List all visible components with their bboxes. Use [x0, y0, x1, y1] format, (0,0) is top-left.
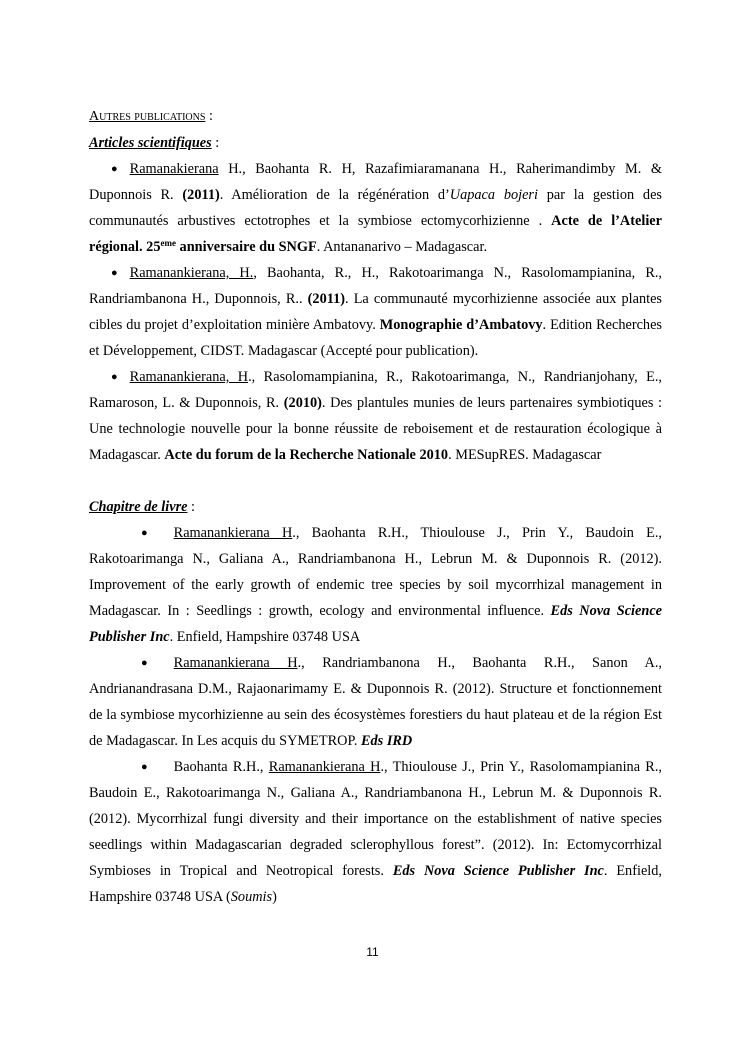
publisher: Eds IRD	[361, 733, 413, 749]
bullet-icon: ●	[141, 527, 148, 539]
submission-status: Soumis	[230, 889, 273, 905]
publication-venue: Monographie d’Ambatovy	[379, 317, 543, 333]
highlighted-author: Ramanankierana H	[268, 759, 381, 775]
article-entry-1: ● Ramanakierana H., Baohanta R. H, Razafimiaramanana H., Raherimandimby M. & Duponnois R. (2011). Amélioration de la régénération d’Uapaca bojeri par la gestion des communautés arbustives ectotrophes et la symbiose ectomycorhizienne . Acte de l’Atelier régional. 25eme anniversaire du SNGF. Antananarivo – Madagascar.	[89, 156, 662, 260]
publication-year: (2010)	[283, 395, 322, 411]
chapters-heading: Chapitre de livre :	[89, 499, 196, 515]
bullet-icon: ●	[141, 761, 148, 773]
articles-heading: Articles scientifiques :	[89, 135, 220, 151]
bullet-icon: ●	[141, 657, 148, 669]
highlighted-author: Ramanakierana	[129, 161, 219, 177]
publisher: Eds Nova Science Publisher Inc	[89, 603, 663, 645]
highlighted-author: Ramanankierana H	[173, 525, 293, 541]
bullet-icon: ●	[111, 267, 118, 279]
page-number: 11	[366, 945, 379, 959]
bullet-icon: ●	[111, 163, 118, 175]
species-name: Uapaca bojeri	[449, 187, 538, 203]
publication-year: (2011)	[182, 187, 220, 203]
highlighted-author: Ramanankierana, H.	[129, 265, 254, 281]
chapter-entry-3: ● Baohanta R.H., Ramanankierana H., Thioulouse J., Prin Y., Rasolomampianina R., Baudoin E., Rakotoarimanga N., Galiana A., Randriambanona H., Lebrun M. & Duponnois R. (2012). Mycorrhizal fungi diversity and their importance on the establishment of native species seedlings within Madagascarian degraded sclerophyllous forest”. (2012). In: Ectomycorrhizal Symbioses in Tropical and Neotropical forests. Eds Nova Science Publisher Inc. Enfield, Hampshire 03748 USA (Soumis)	[89, 754, 662, 910]
chapter-entry-2: ● Ramanankierana H., Randriambanona H., Baohanta R.H., Sanon A., Andrianandrasana D.M., Rajaonarimamy E. & Duponnois R. (2012). Structure et fonctionnement de la symbiose mycorhizienne au sein des écosystèmes forestiers du haut plateau et de la région Est de Madagascar. In Les acquis du SYMETROP. Eds IRD	[89, 650, 662, 754]
section-heading: Autres publications :	[89, 108, 213, 124]
spacer	[89, 468, 662, 494]
section-title: Autres publications	[89, 109, 206, 124]
highlighted-author: Ramanankierana H	[173, 655, 298, 671]
publication-venue: Acte du forum de la Recherche Nationale 2010	[164, 447, 449, 463]
chapter-entry-1: ● Ramanankierana H., Baohanta R.H., Thioulouse J., Prin Y., Baudoin E., Rakotoarimanga N., Galiana A., Randriambanona H., Lebrun M. & Duponnois R. (2012). Improvement of the early growth of endemic tree species by soil mycorrhizal management in Madagascar. In : Seedlings : growth, ecology and environmental influence. Eds Nova Science Publisher Inc. Enfield, Hampshire 03748 USA	[89, 520, 662, 650]
articles-heading-label: Articles scientifiques	[89, 135, 212, 151]
document-body	[89, 103, 662, 910]
publication-venue: Acte de l’Atelier régional. 25eme anniversaire du SNGF	[89, 213, 663, 255]
article-entry-2: ● Ramanankierana, H., Baohanta, R., H., Rakotoarimanga N., Rasolomampianina, R., Randriambanona H., Duponnois, R.. (2011). La communauté mycorhizienne associée aux plantes cibles du projet d’exploitation minière Ambatovy. Monographie d’Ambatovy. Edition Recherches et Développement, CIDST. Madagascar (Accepté pour publication).	[89, 260, 662, 364]
chapters-heading-label: Chapitre de livre	[89, 499, 188, 515]
publisher: Eds Nova Science Publisher Inc	[392, 863, 604, 879]
article-entry-3: ● Ramanankierana, H., Rasolomampianina, R., Rakotoarimanga, N., Randrianjohany, E., Ramaroson, L. & Duponnois, R. (2010). Des plantules munies de leurs partenaires symbiotiques : Une technologie nouvelle pour la bonne réussite de reboisement et de restauration écologique à Madagascar. Acte du forum de la Recherche Nationale 2010. MESupRES. Madagascar	[89, 364, 662, 468]
bullet-icon: ●	[111, 371, 118, 383]
publication-year: (2011)	[307, 291, 345, 307]
highlighted-author: Ramanankierana, H	[129, 369, 249, 385]
